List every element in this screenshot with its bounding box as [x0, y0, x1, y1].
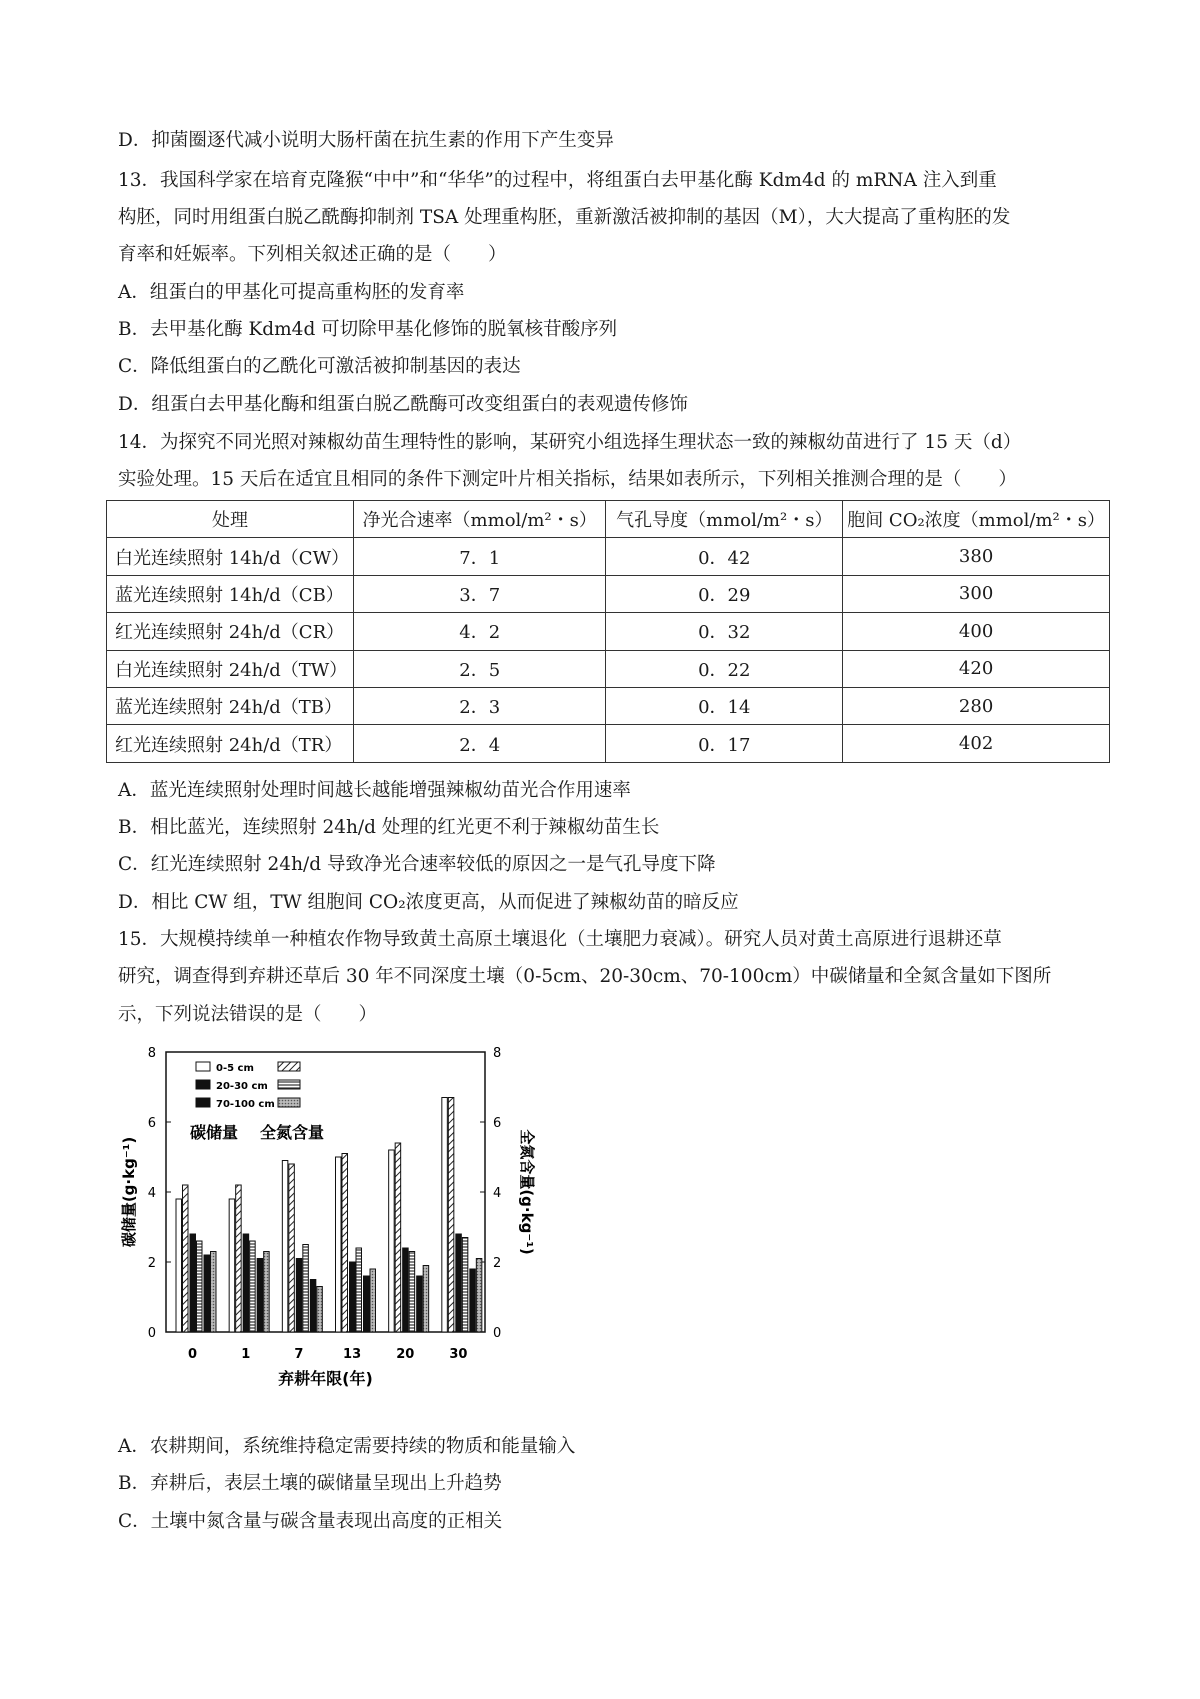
y-tick-label-right: 2 [493, 1256, 502, 1271]
bar-20-30cm-nitrogen [409, 1252, 415, 1333]
table-cell: 7．1 [354, 538, 606, 575]
table-cell: 380 [843, 538, 1110, 575]
table-cell: 白光连续照射 14h/d（CW） [107, 538, 354, 575]
table-header: 气孔导度（mmol/m²・s） [606, 501, 843, 538]
table-cell: 白光连续照射 24h/d（TW） [107, 650, 354, 687]
x-tick-label: 1 [241, 1347, 251, 1362]
q15-option-a: A．农耕期间，系统维持稳定需要持续的物质和能量输入 [118, 1436, 576, 1457]
table-row [107, 575, 1110, 612]
x-tick-label: 13 [343, 1347, 362, 1362]
table-cell: 0．14 [606, 687, 843, 724]
bar-20-30cm-nitrogen [250, 1241, 256, 1332]
q13-option-c: C．降低组蛋白的乙酰化可激活被抑制基因的表达 [118, 356, 521, 377]
table-row [107, 650, 1110, 687]
legend-swatch-nitrogen [278, 1080, 300, 1089]
legend-swatch-nitrogen [278, 1098, 300, 1107]
table-cell: 400 [843, 613, 1110, 650]
table-header: 胞间 CO₂浓度（mmol/m²・s） [843, 501, 1110, 538]
bar-0-5cm-nitrogen [448, 1098, 454, 1333]
y-tick-label-left: 2 [147, 1256, 156, 1271]
table-cell: 300 [843, 575, 1110, 612]
legend-label: 70-100 cm [216, 1099, 275, 1110]
legend-swatch-carbon [196, 1062, 210, 1071]
y-tick-label-right: 0 [493, 1326, 502, 1341]
table-cell: 蓝光连续照射 14h/d（CB） [107, 575, 354, 612]
q14-option-c: C．红光连续照射 24h/d 导致净光合速率较低的原因之一是气孔导度下降 [118, 854, 716, 875]
bar-0-5cm-nitrogen [183, 1185, 189, 1332]
bar-0-5cm-carbon [389, 1150, 395, 1332]
q13-stem-line1: 13．我国科学家在培育克隆猴“中中”和“华华”的过程中，将组蛋白去甲基化酶 Kdm4d 的 mRNA 注入到重 [118, 170, 997, 191]
bar-70-100cm-carbon [204, 1255, 210, 1332]
q14-data-table [106, 500, 1110, 763]
y-tick-label-left: 6 [147, 1116, 156, 1131]
table-row [107, 725, 1110, 762]
bar-70-100cm-nitrogen [370, 1269, 376, 1332]
bar-20-30cm-carbon [403, 1248, 409, 1332]
bar-0-5cm-carbon [229, 1199, 235, 1332]
bar-70-100cm-carbon [364, 1276, 370, 1332]
q15-stem-line2: 研究，调查得到弃耕还草后 30 年不同深度土壤（0-5cm、20-30cm、70-100cm）中碳储量和全氮含量如下图所 [118, 966, 1052, 987]
bar-70-100cm-carbon [417, 1276, 423, 1332]
y-tick-label-left: 4 [147, 1186, 156, 1201]
bar-20-30cm-carbon [456, 1234, 462, 1332]
bar-70-100cm-nitrogen [211, 1252, 217, 1333]
table-cell: 0．17 [606, 725, 843, 762]
x-tick-label: 7 [294, 1347, 304, 1362]
x-tick-label: 0 [188, 1347, 198, 1362]
bar-0-5cm-nitrogen [395, 1143, 401, 1332]
bar-70-100cm-nitrogen [476, 1259, 482, 1333]
table-cell: 0．42 [606, 538, 843, 575]
bar-70-100cm-nitrogen [423, 1266, 429, 1333]
table-row [107, 687, 1110, 724]
legend-label: 20-30 cm [216, 1081, 268, 1092]
y-tick-label-right: 8 [493, 1046, 502, 1061]
q15-stem-line1: 15．大规模持续单一种植农作物导致黄土高原土壤退化（土壤肥力衰减）。研究人员对黄土高原进行退耕还草 [118, 929, 1002, 950]
y-tick-label-left: 0 [147, 1326, 156, 1341]
bar-20-30cm-nitrogen [356, 1248, 362, 1332]
bar-70-100cm-carbon [470, 1269, 476, 1332]
bar-0-5cm-carbon [176, 1199, 182, 1332]
y-tick-label-left: 8 [147, 1046, 156, 1061]
bar-0-5cm-nitrogen [342, 1154, 348, 1333]
q13-stem-line3: 育率和妊娠率。下列相关叙述正确的是（ ） [118, 244, 507, 265]
table-header: 净光合速率（mmol/m²・s） [354, 501, 606, 538]
bar-20-30cm-carbon [296, 1259, 302, 1333]
table-cell: 2．5 [354, 650, 606, 687]
q15-option-c: C．土壤中氮含量与碳含量表现出高度的正相关 [118, 1511, 503, 1532]
q14-stem-line1: 14．为探究不同光照对辣椒幼苗生理特性的影响，某研究小组选择生理状态一致的辣椒幼苗进行了 15 天（d） [118, 432, 1022, 453]
table-cell: 红光连续照射 24h/d（TR） [107, 725, 354, 762]
table-cell: 280 [843, 687, 1110, 724]
table-row [107, 613, 1110, 650]
q14-option-d: D．相比 CW 组，TW 组胞间 CO₂浓度更高，从而促进了辣椒幼苗的暗反应 [118, 892, 739, 913]
q15-option-b: B．弃耕后，表层土壤的碳储量呈现出上升趋势 [118, 1473, 502, 1494]
bar-0-5cm-nitrogen [236, 1185, 242, 1332]
bar-0-5cm-carbon [336, 1157, 342, 1332]
legend-label: 0-5 cm [216, 1063, 254, 1074]
bar-20-30cm-carbon [243, 1234, 249, 1332]
table-cell: 0．32 [606, 613, 843, 650]
y-axis-label-left: 碳储量(g·kg⁻¹) [120, 1136, 138, 1248]
table-cell: 蓝光连续照射 24h/d（TB） [107, 687, 354, 724]
q13-option-b: B．去甲基化酶 Kdm4d 可切除甲基化修饰的脱氧核苷酸序列 [118, 319, 618, 340]
bar-20-30cm-nitrogen [462, 1238, 468, 1333]
table-cell: 3．7 [354, 575, 606, 612]
x-axis-label: 弃耕年限(年) [278, 1369, 373, 1388]
q12-option-d: D．抑菌圈逐代减小说明大肠杆菌在抗生素的作用下产生变异 [118, 130, 614, 151]
q13-option-d: D．组蛋白去甲基化酶和组蛋白脱乙酰酶可改变组蛋白的表观遗传修饰 [118, 394, 688, 415]
bar-20-30cm-carbon [350, 1262, 356, 1332]
q15-stem-line3: 示，下列说法错误的是（ ） [118, 1004, 378, 1025]
bar-0-5cm-carbon [282, 1161, 288, 1333]
carbon-nitrogen-bar-chart [110, 1030, 570, 1390]
bar-70-100cm-nitrogen [317, 1287, 323, 1333]
y-tick-label-right: 4 [493, 1186, 502, 1201]
table-cell: 420 [843, 650, 1110, 687]
q14-option-b: B．相比蓝光，连续照射 24h/d 处理的红光更不利于辣椒幼苗生长 [118, 817, 660, 838]
q14-stem-line2: 实验处理。15 天后在适宜且相同的条件下测定叶片相关指标，结果如表所示，下列相关推测合理的是（ ） [118, 469, 1017, 490]
y-tick-label-right: 6 [493, 1116, 502, 1131]
group-label-nitrogen: 全氮含量 [260, 1123, 325, 1142]
bar-20-30cm-nitrogen [197, 1241, 203, 1332]
table-row [107, 538, 1110, 575]
table-cell: 4．2 [354, 613, 606, 650]
bar-20-30cm-nitrogen [303, 1245, 309, 1333]
legend-swatch-carbon [196, 1098, 210, 1107]
legend-swatch-carbon [196, 1080, 210, 1089]
bar-70-100cm-nitrogen [264, 1252, 270, 1333]
bar-0-5cm-nitrogen [289, 1164, 295, 1332]
group-label-carbon: 碳储量 [190, 1123, 239, 1142]
bar-70-100cm-carbon [257, 1259, 263, 1333]
bar-20-30cm-carbon [190, 1234, 196, 1332]
table-header: 处理 [107, 501, 354, 538]
table-cell: 2．3 [354, 687, 606, 724]
q13-option-a: A．组蛋白的甲基化可提高重构胚的发育率 [118, 282, 465, 303]
table-header-row [107, 501, 1110, 538]
bar-0-5cm-carbon [442, 1098, 448, 1333]
bar-70-100cm-carbon [310, 1280, 316, 1333]
q14-option-a: A．蓝光连续照射处理时间越长越能增强辣椒幼苗光合作用速率 [118, 780, 631, 801]
x-tick-label: 20 [396, 1347, 415, 1362]
table-cell: 402 [843, 725, 1110, 762]
table-cell: 0．29 [606, 575, 843, 612]
table-cell: 0．22 [606, 650, 843, 687]
legend-swatch-nitrogen [278, 1062, 300, 1071]
q13-stem-line2: 构胚，同时用组蛋白脱乙酰酶抑制剂 TSA 处理重构胚，重新激活被抑制的基因（M），大大提高了重构胚的发 [118, 207, 1011, 228]
table-cell: 2．4 [354, 725, 606, 762]
x-tick-label: 30 [449, 1347, 468, 1362]
y-axis-label-right: 全氮含量(g·kg⁻¹) [518, 1129, 536, 1255]
table-cell: 红光连续照射 24h/d（CR） [107, 613, 354, 650]
